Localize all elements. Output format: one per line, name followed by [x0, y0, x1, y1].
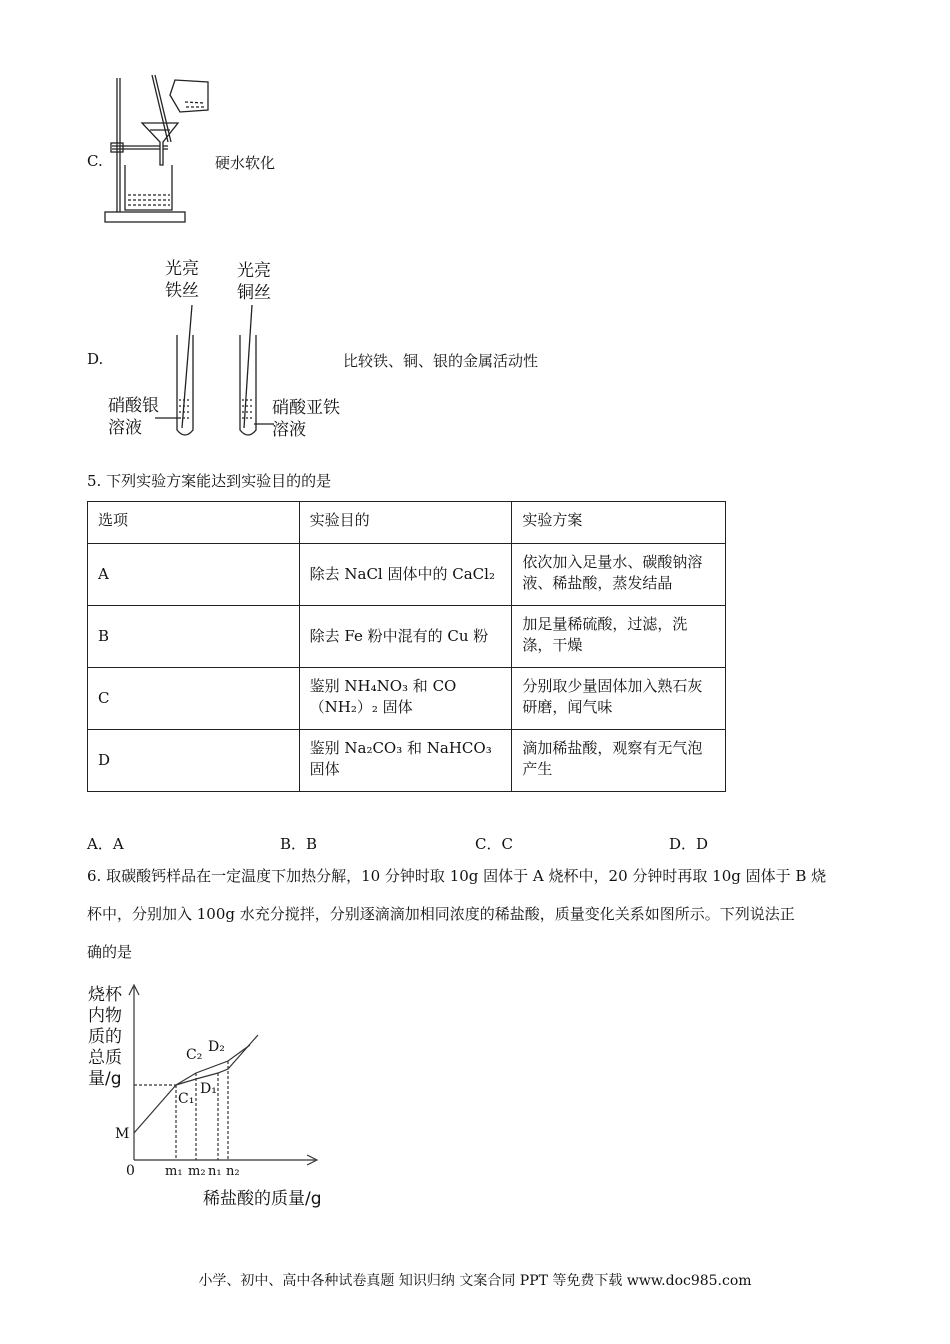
q6-stem-line-3: 确的是 — [87, 943, 133, 961]
ferrous-nitrate-label-line2: 溶液 — [272, 420, 306, 440]
x-tick-n2: n₂ — [226, 1164, 240, 1175]
iron-wire-label — [165, 258, 199, 302]
iron-wire-label-line1: 光亮 — [165, 259, 199, 279]
table-cell: 鉴别 Na₂CO₃ 和 NaHCO₃ 固体 — [299, 730, 512, 792]
q5-option-c[interactable]: C．C — [475, 835, 513, 853]
table-cell: A — [88, 544, 300, 606]
option-c-caption: 硬水软化 — [215, 154, 276, 172]
header-cell: 选项 — [88, 502, 300, 544]
y-label-line: 量/g — [88, 1069, 122, 1089]
option-d-label: D. — [87, 350, 104, 368]
graph-x-axis-label: 稀盐酸的质量/g — [203, 1189, 322, 1209]
copper-wire-label-line2: 铜丝 — [237, 283, 271, 303]
x-tick-m2: m₂ — [188, 1164, 206, 1175]
table-row — [88, 730, 726, 792]
origin-label: 0 — [126, 1163, 135, 1175]
table-cell: 除去 NaCl 固体中的 CaCl₂ — [299, 544, 512, 606]
table-row — [88, 668, 726, 730]
table-header-row — [88, 502, 726, 544]
point-c1-label: C₁ — [178, 1091, 195, 1107]
q6-stem-line-2: 杯中，分别加入 100g 水充分搅拌，分别逐滴滴加相同浓度的稀盐酸，质量变化关系如图所示。下列说法正 — [87, 905, 795, 923]
mass-change-graph — [110, 975, 330, 1175]
silver-nitrate-label-line2: 溶液 — [108, 418, 142, 438]
y-label-line: 质的 — [88, 1027, 122, 1047]
x-tick-m1: m₁ — [165, 1164, 183, 1175]
silver-nitrate-label — [108, 395, 159, 439]
q5-option-d[interactable]: D．D — [669, 835, 709, 853]
table-row — [88, 606, 726, 668]
copper-wire-label-line1: 光亮 — [237, 261, 271, 281]
ferrous-nitrate-label-line1: 硝酸亚铁 — [272, 398, 340, 418]
test-tubes-figure — [150, 300, 280, 445]
table-cell: 加足量稀硫酸，过滤，洗涤，干燥 — [512, 606, 726, 668]
table-cell: 除去 Fe 粉中混有的 Cu 粉 — [299, 606, 512, 668]
y-label-line: 内物 — [88, 1006, 122, 1026]
ferrous-nitrate-label — [272, 397, 340, 441]
iron-wire-label-line2: 铁丝 — [165, 281, 199, 301]
header-cell: 实验目的 — [299, 502, 512, 544]
q6-stem-line-1: 6. 取碳酸钙样品在一定温度下加热分解，10 分钟时取 10g 固体于 A 烧杯中，20 分钟时再取 10g 固体于 B 烧 — [87, 867, 827, 885]
q5-option-b[interactable]: B．B — [280, 835, 318, 853]
table-row — [88, 544, 726, 606]
table-cell: 滴加稀盐酸，观察有无气泡产生 — [512, 730, 726, 792]
line-m-c1 — [134, 1085, 176, 1133]
q5-option-a[interactable]: A．A — [87, 835, 124, 853]
table-cell: B — [88, 606, 300, 668]
x-tick-n1: n₁ — [208, 1164, 222, 1175]
y-label-line: 烧杯 — [88, 985, 122, 1005]
point-d1-label: D₁ — [200, 1081, 217, 1097]
point-m-label: M — [115, 1126, 130, 1142]
table-cell: D — [88, 730, 300, 792]
y-label-line: 总质 — [88, 1048, 122, 1068]
option-c-label: C. — [87, 152, 103, 170]
silver-nitrate-label-line1: 硝酸银 — [108, 396, 159, 416]
table-cell: 鉴别 NH₄NO₃ 和 CO（NH₂）₂ 固体 — [299, 668, 512, 730]
table-cell: C — [88, 668, 300, 730]
point-d2-label: D₂ — [208, 1039, 225, 1055]
page-footer: 小学、初中、高中各种试卷真题 知识归纳 文案合同 PPT 等免费下载 www.doc985.com — [198, 1273, 752, 1289]
option-d-caption: 比较铁、铜、银的金属活动性 — [343, 352, 539, 370]
table-cell: 分别取少量固体加入熟石灰研磨，闻气味 — [512, 668, 726, 730]
header-cell: 实验方案 — [512, 502, 726, 544]
q5-table — [87, 501, 726, 792]
point-c2-label: C₂ — [186, 1047, 203, 1063]
filtration-apparatus-figure — [100, 70, 220, 230]
copper-wire-label — [237, 260, 271, 304]
q5-stem: 5. 下列实验方案能达到实验目的的是 — [87, 472, 332, 490]
table-cell: 依次加入足量水、碳酸钠溶液、稀盐酸，蒸发结晶 — [512, 544, 726, 606]
